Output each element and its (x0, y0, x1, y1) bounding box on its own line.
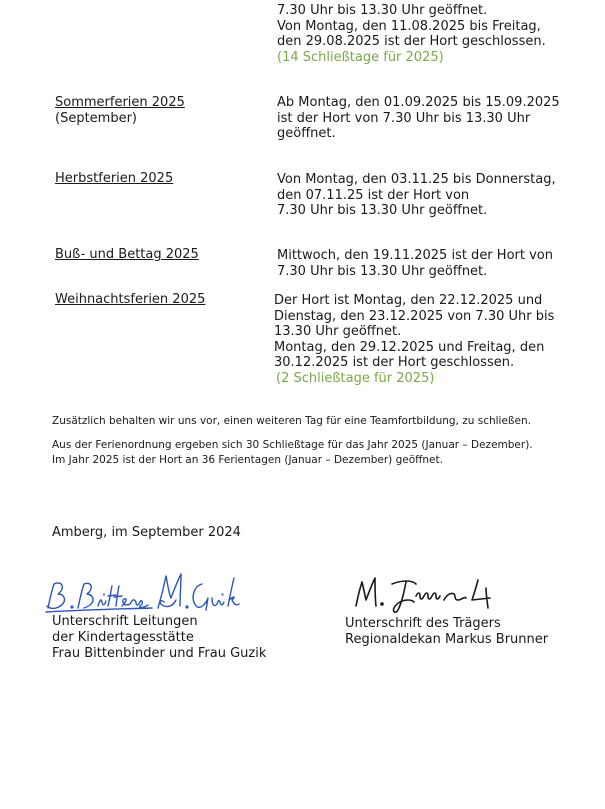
section-line: 30.12.2025 ist der Hort geschlossen. (274, 355, 515, 370)
section-line: ist der Hort von 7.30 Uhr bis 13.30 Uhr (277, 110, 531, 126)
top-line-3: den 29.08.2025 ist der Hort geschlossen. (277, 34, 546, 49)
section-herbstferien-heading (55, 171, 173, 187)
section-heading: Weihnachtsferien 2025 (55, 292, 206, 307)
teamfortbildung-note (52, 414, 531, 429)
signature-line: Frau Bittenbinder und Frau Guzik (52, 646, 267, 661)
section-weihnachtsferien-heading (55, 292, 205, 308)
signature-block-leitungen (52, 614, 266, 662)
handwritten-signature-traeger (350, 570, 520, 615)
section-bettag-text (277, 248, 553, 279)
section-line: Von Montag, den 03.11.25 bis Donnerstag, (277, 172, 556, 187)
place-date: Amberg, im September 2024 (52, 525, 241, 540)
section-line: geöffnet. (277, 126, 336, 141)
section-line: den 07.11.25 ist der Hort von (277, 187, 470, 203)
section-sommerferien-heading (55, 95, 185, 127)
signature-block-traeger (345, 616, 548, 648)
section-line: Montag, den 29.12.2025 und Freitag, den (274, 339, 545, 355)
top-closure-note: (14 Schließtage für 2025) (277, 49, 444, 65)
section-line: 7.30 Uhr bis 13.30 Uhr geöffnet. (277, 263, 488, 279)
section-line: Ab Montag, den 01.09.2025 bis 15.09.2025 (277, 95, 560, 110)
section-line: 13.30 Uhr geöffnet. (274, 324, 402, 339)
ferienordnung-note (52, 438, 533, 467)
handwritten-signature-leitungen (40, 568, 240, 618)
top-line-1: 7.30 Uhr bis 13.30 Uhr geöffnet. (277, 3, 488, 18)
top-line-2: Von Montag, den 11.08.2025 bis Freitag, (277, 18, 541, 34)
section-line: Der Hort ist Montag, den 22.12.2025 und (274, 293, 543, 308)
section-heading: Sommerferien 2025 (55, 95, 185, 110)
section-weihnachtsferien-text (274, 293, 554, 386)
section-bettag-heading (55, 247, 199, 263)
signature-line: der Kindertagesstätte (52, 630, 194, 645)
section-subheading: (September) (55, 111, 137, 126)
note-line: Aus der Ferienordnung ergeben sich 30 Schließtage für das Jahr 2025 (Januar – Dezember). (52, 439, 533, 451)
section-line: 7.30 Uhr bis 13.30 Uhr geöffnet. (277, 203, 488, 218)
signature-line: Unterschrift des Trägers (345, 616, 501, 631)
section-heading: Buß- und Bettag 2025 (55, 247, 199, 262)
note-line: Im Jahr 2025 ist der Hort an 36 Ferientagen (Januar – Dezember) geöffnet. (52, 453, 443, 466)
section-line: Dienstag, den 23.12.2025 von 7.30 Uhr bis (274, 308, 555, 324)
section-sommerferien-text (277, 95, 560, 142)
section-herbstferien-text (277, 172, 556, 219)
section-line: Mittwoch, den 19.11.2025 ist der Hort von (277, 248, 553, 263)
section-heading: Herbstferien 2025 (55, 171, 174, 186)
note-line: Zusätzlich behalten wir uns vor, einen weiteren Tag für eine Teamfortbildung, zu schließen. (52, 415, 531, 427)
signature-line: Regionaldekan Markus Brunner (345, 632, 549, 647)
signature-line: Unterschrift Leitungen (52, 614, 198, 629)
top-block (277, 3, 546, 65)
section-closure-note: (2 Schließtage für 2025) (276, 370, 435, 386)
